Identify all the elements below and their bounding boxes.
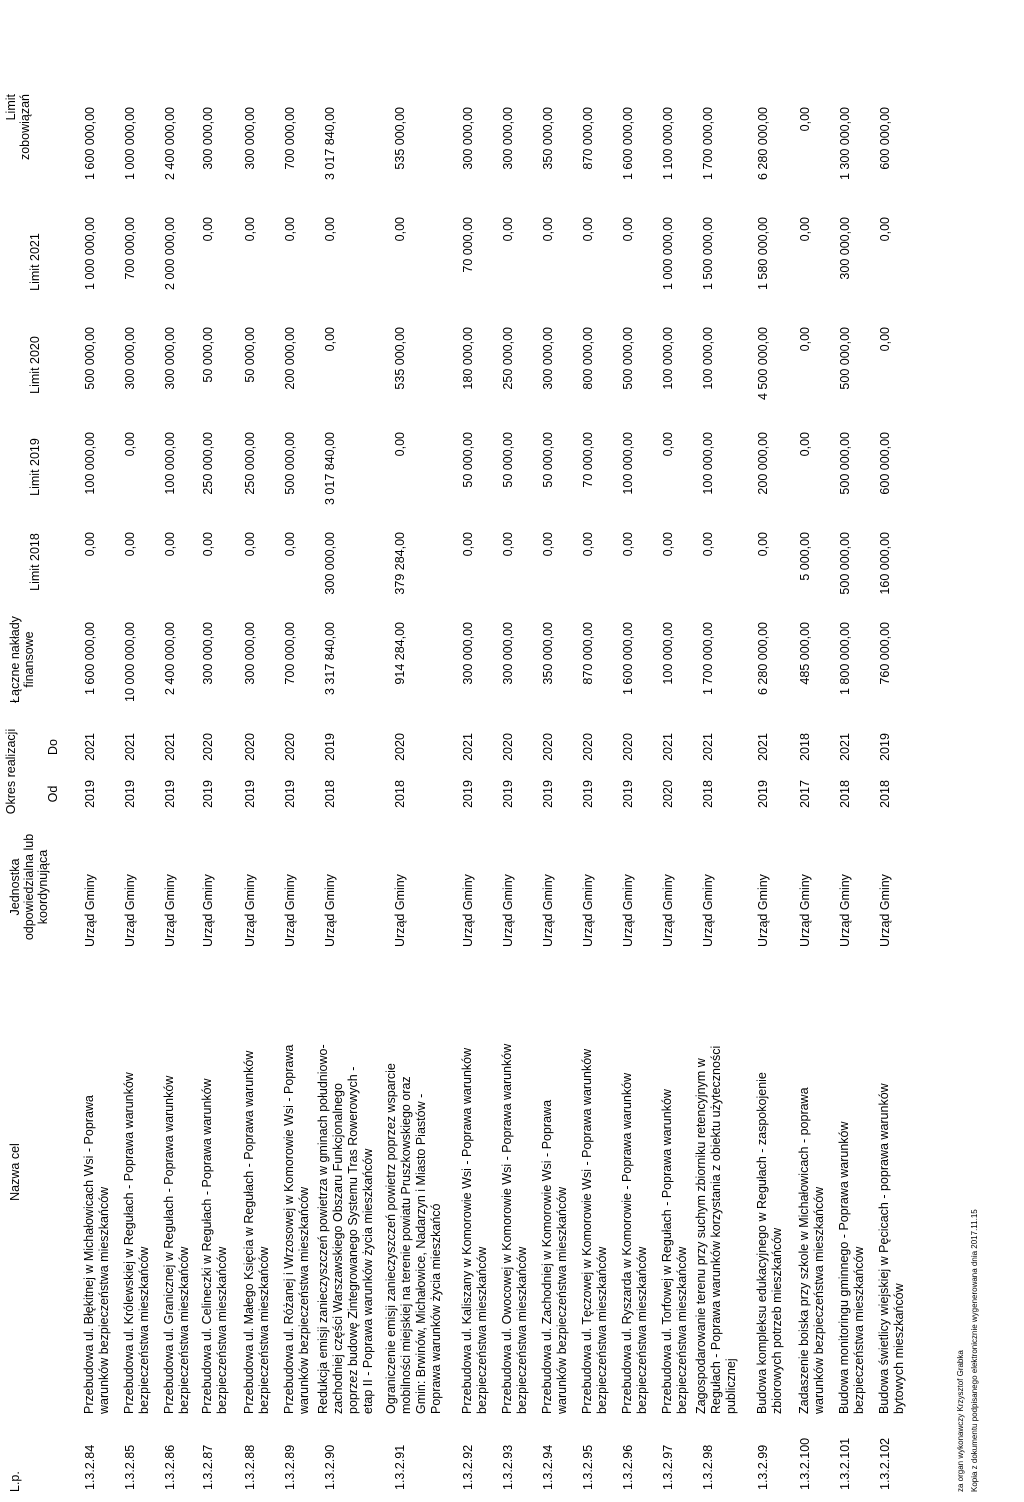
limit-2018: 0,00: [163, 532, 177, 557]
period-from: 2019: [581, 780, 595, 808]
total-cost: 6 280 000,00: [756, 622, 770, 695]
row-number: 1.3.2.86: [163, 1444, 177, 1490]
header-limit-2020: Limit 2020: [28, 336, 42, 394]
limit-commitments: 1 100 000,00: [661, 107, 675, 180]
period-to: 2020: [581, 733, 595, 761]
responsible-unit: Urząd Gminy: [878, 874, 892, 947]
limit-2020: 200 000,00: [283, 327, 297, 390]
limit-2021: 1 500 000,00: [701, 217, 715, 290]
limit-2018: 160 000,00: [878, 532, 892, 595]
limit-2020: 500 000,00: [83, 327, 97, 390]
responsible-unit: Urząd Gminy: [123, 874, 137, 947]
limit-commitments: 870 000,00: [581, 107, 595, 170]
total-cost: 870 000,00: [581, 622, 595, 685]
header-from: Od: [46, 785, 60, 803]
limit-commitments: 2 400 000,00: [163, 107, 177, 180]
period-from: 2019: [621, 780, 635, 808]
total-cost: 1 700 000,00: [701, 622, 715, 695]
total-cost: 300 000,00: [201, 622, 215, 685]
limit-2020: 300 000,00: [123, 327, 137, 390]
total-cost: 100 000,00: [661, 622, 675, 685]
limit-2019: 0,00: [661, 432, 675, 457]
period-from: 2019: [461, 780, 475, 808]
limit-2018: 0,00: [123, 532, 137, 557]
limit-2021: 0,00: [201, 217, 215, 242]
row-number: 1.3.2.90: [323, 1444, 337, 1490]
period-from: 2019: [756, 780, 770, 808]
limit-2018: 0,00: [541, 532, 555, 557]
task-name: Przebudowa ul. Małego Księcia w Regułach - Poprawa warunków bezpieczeństwa mieszkańców: [242, 1050, 271, 1414]
row-number: 1.3.2.100: [798, 1437, 812, 1490]
footer-copy-note: Kopia z dokumentu podpisanego elektronicznie wygenerowana dnia 2017.11.15: [970, 1209, 979, 1492]
row-number: 1.3.2.92: [461, 1444, 475, 1490]
responsible-unit: Urząd Gminy: [838, 874, 852, 947]
row-number: 1.3.2.102: [878, 1437, 892, 1490]
period-from: 2019: [123, 780, 137, 808]
total-cost: 485 000,00: [798, 622, 812, 685]
period-to: 2021: [461, 733, 475, 761]
header-limit-2021: Limit 2021: [28, 233, 42, 291]
period-from: 2020: [661, 780, 675, 808]
limit-2018: 300 000,00: [323, 532, 337, 595]
limit-2019: 600 000,00: [878, 432, 892, 495]
period-from: 2019: [83, 780, 97, 808]
responsible-unit: Urząd Gminy: [461, 874, 475, 947]
limit-2021: 0,00: [878, 217, 892, 242]
period-to: 2021: [701, 733, 715, 761]
limit-2020: 50 000,00: [243, 327, 257, 383]
period-from: 2018: [878, 780, 892, 808]
row-number: 1.3.2.97: [661, 1444, 675, 1490]
limit-2018: 0,00: [581, 532, 595, 557]
task-name: Przebudowa ul. Różanej i Wrzosowej w Komorowie Wsi - Poprawa warunków bezpieczeństwa mieszkańców: [282, 1044, 311, 1414]
limit-2019: 250 000,00: [243, 432, 257, 495]
responsible-unit: Urząd Gminy: [501, 874, 515, 947]
limit-2019: 0,00: [798, 432, 812, 457]
row-number: 1.3.2.94: [541, 1444, 555, 1490]
limit-2019: 50 000,00: [541, 432, 555, 488]
task-name: Przebudowa ul. Torfowej w Regułach - Poprawa warunków bezpieczeństwa mieszkańców: [660, 1089, 689, 1414]
total-cost: 10 000 000,00: [123, 622, 137, 702]
period-from: 2019: [541, 780, 555, 808]
task-name: Przebudowa ul. Błękitnej w Michałowicach Wsi - Poprawa warunków bezpieczeństwa mieszkańców: [82, 1095, 111, 1414]
total-cost: 1 600 000,00: [621, 622, 635, 695]
task-name: Przebudowa ul. Ryszarda w Komorowie - Poprawa warunków bezpieczeństwa mieszkańców: [620, 1072, 649, 1414]
footer-signatory: za organ wykonawczy Krzysztof Grabka: [956, 1350, 965, 1492]
row-number: 1.3.2.93: [501, 1444, 515, 1490]
limit-2020: 100 000,00: [701, 327, 715, 390]
total-cost: 1 800 000,00: [838, 622, 852, 695]
row-number: 1.3.2.87: [201, 1444, 215, 1490]
row-number: 1.3.2.85: [123, 1444, 137, 1490]
period-from: 2019: [201, 780, 215, 808]
limit-2021: 300 000,00: [838, 217, 852, 280]
task-name: Zadaszenie boiska przy szkole w Michałowicach - poprawa warunków bezpieczeństwa mieszkańców: [797, 1087, 826, 1414]
limit-2020: 0,00: [323, 327, 337, 352]
task-name: Przebudowa ul. Owocowej w Komorowie Wsi - Poprawa warunków bezpieczeństwa mieszkańców: [500, 1043, 529, 1414]
period-to: 2020: [501, 733, 515, 761]
total-cost: 300 000,00: [243, 622, 257, 685]
header-limit-commitments: Limit zobowiązań: [4, 94, 32, 161]
limit-2021: 700 000,00: [123, 217, 137, 280]
task-name: Budowa monitoringu gminnego - Poprawa warunków bezpieczeństwa mieszkańców: [837, 1121, 866, 1414]
limit-2019: 500 000,00: [283, 432, 297, 495]
limit-commitments: 600 000,00: [878, 107, 892, 170]
header-limit-2019: Limit 2019: [28, 438, 42, 496]
row-number: 1.3.2.98: [701, 1444, 715, 1490]
limit-2019: 50 000,00: [501, 432, 515, 488]
limit-2021: 0,00: [541, 217, 555, 242]
period-to: 2020: [283, 733, 297, 761]
total-cost: 300 000,00: [461, 622, 475, 685]
limit-commitments: 300 000,00: [201, 107, 215, 170]
row-number: 1.3.2.101: [838, 1437, 852, 1490]
period-from: 2019: [163, 780, 177, 808]
limit-2018: 0,00: [283, 532, 297, 557]
limit-2018: 0,00: [701, 532, 715, 557]
limit-commitments: 3 017 840,00: [323, 107, 337, 180]
period-from: 2019: [283, 780, 297, 808]
row-number: 1.3.2.96: [621, 1444, 635, 1490]
limit-2021: 0,00: [243, 217, 257, 242]
limit-2019: 50 000,00: [461, 432, 475, 488]
task-name: Ograniczenie emisji zanieczyszczeń powietrz poprzez wsparcie mobilności miejskiej na terenie powiatu Pruszkowskiego oraz Gmin: Brwinów, Michałowice, Nadarzyn i Miasto Piastów - Poprawa warunków życia mieszkańcó: [384, 1063, 443, 1414]
task-name: Budowa świetlicy wiejskiej w Pęcicach - poprawa warunków bytowych mieszkańców: [877, 1083, 906, 1414]
responsible-unit: Urząd Gminy: [661, 874, 675, 947]
period-to: 2021: [838, 733, 852, 761]
period-from: 2018: [838, 780, 852, 808]
row-number: 1.3.2.99: [756, 1444, 770, 1490]
limit-2018: 0,00: [501, 532, 515, 557]
limit-2019: 0,00: [123, 432, 137, 457]
period-to: 2021: [163, 733, 177, 761]
limit-2020: 500 000,00: [621, 327, 635, 390]
limit-2021: 1 000 000,00: [83, 217, 97, 290]
limit-2021: 0,00: [581, 217, 595, 242]
responsible-unit: Urząd Gminy: [323, 874, 337, 947]
limit-2018: 0,00: [83, 532, 97, 557]
period-from: 2018: [323, 780, 337, 808]
limit-2020: 0,00: [798, 327, 812, 352]
period-from: 2017: [798, 780, 812, 808]
limit-commitments: 0,00: [798, 107, 812, 132]
limit-commitments: 350 000,00: [541, 107, 555, 170]
limit-2020: 0,00: [878, 327, 892, 352]
period-to: 2019: [878, 733, 892, 761]
total-cost: 914 284,00: [393, 622, 407, 685]
period-to: 2021: [123, 733, 137, 761]
limit-2018: 0,00: [243, 532, 257, 557]
limit-2019: 0,00: [393, 432, 407, 457]
limit-2019: 3 017 840,00: [323, 432, 337, 505]
responsible-unit: Urząd Gminy: [83, 874, 97, 947]
limit-2018: 500 000,00: [838, 532, 852, 595]
total-cost: 350 000,00: [541, 622, 555, 685]
period-to: 2020: [243, 733, 257, 761]
period-from: 2018: [701, 780, 715, 808]
row-number: 1.3.2.91: [393, 1444, 407, 1490]
limit-2018: 0,00: [661, 532, 675, 557]
responsible-unit: Urząd Gminy: [283, 874, 297, 947]
limit-2020: 100 000,00: [661, 327, 675, 390]
limit-2021: 0,00: [501, 217, 515, 242]
limit-2021: 1 000 000,00: [661, 217, 675, 290]
limit-commitments: 1 300 000,00: [838, 107, 852, 180]
period-from: 2018: [393, 780, 407, 808]
row-number: 1.3.2.88: [243, 1444, 257, 1490]
limit-2020: 300 000,00: [541, 327, 555, 390]
limit-2020: 250 000,00: [501, 327, 515, 390]
period-to: 2020: [393, 733, 407, 761]
limit-2019: 100 000,00: [621, 432, 635, 495]
task-name: Przebudowa ul. Granicznej w Regułach - Poprawa warunków bezpieczeństwa mieszkańców: [162, 1075, 191, 1414]
limit-2021: 0,00: [283, 217, 297, 242]
responsible-unit: Urząd Gminy: [701, 874, 715, 947]
limit-commitments: 700 000,00: [283, 107, 297, 170]
period-to: 2021: [83, 733, 97, 761]
responsible-unit: Urząd Gminy: [798, 874, 812, 947]
header-name: Nazwa cel: [8, 1143, 22, 1201]
period-from: 2019: [243, 780, 257, 808]
task-name: Przebudowa ul. Celineczki w Regułach - Poprawa warunków bezpieczeństwa mieszkańców: [200, 1078, 229, 1414]
limit-2020: 180 000,00: [461, 327, 475, 390]
row-number: 1.3.2.84: [83, 1444, 97, 1490]
task-name: Redukcja emisji zanieczyszczeń powietrza w gminach południowo-zachodniej części Warszawskiego Obszaru Funkcjonalnego poprzez budowę Zintegrowanego Systemu Tras Rowerowych - etap II - Poprawa warunków życia mieszkańców: [316, 1044, 375, 1414]
limit-2020: 50 000,00: [201, 327, 215, 383]
limit-2019: 100 000,00: [83, 432, 97, 495]
limit-commitments: 6 280 000,00: [756, 107, 770, 180]
limit-2021: 2 000 000,00: [163, 217, 177, 290]
limit-2019: 100 000,00: [701, 432, 715, 495]
responsible-unit: Urząd Gminy: [393, 874, 407, 947]
limit-2018: 0,00: [461, 532, 475, 557]
limit-2020: 535 000,00: [393, 327, 407, 390]
total-cost: 1 600 000,00: [83, 622, 97, 695]
limit-commitments: 535 000,00: [393, 107, 407, 170]
limit-2021: 0,00: [323, 217, 337, 242]
header-unit: Jednostka odpowiedzialna lub koordynująca: [8, 833, 50, 941]
responsible-unit: Urząd Gminy: [201, 874, 215, 947]
row-number: 1.3.2.89: [283, 1444, 297, 1490]
task-name: Przebudowa ul. Królewskiej w Regułach - Poprawa warunków bezpieczeństwa mieszkańców: [122, 1072, 151, 1414]
period-to: 2021: [756, 733, 770, 761]
total-cost: 3 317 840,00: [323, 622, 337, 695]
limit-2020: 800 000,00: [581, 327, 595, 390]
task-name: Budowa kompleksu edukacyjnego w Regułach - zaspokojenie zbiorowych potrzeb mieszkańców: [755, 1072, 784, 1414]
total-cost: 2 400 000,00: [163, 622, 177, 695]
period-to: 2021: [661, 733, 675, 761]
responsible-unit: Urząd Gminy: [581, 874, 595, 947]
limit-commitments: 1 600 000,00: [83, 107, 97, 180]
header-period: Okres realizacji: [4, 728, 18, 815]
limit-2019: 500 000,00: [838, 432, 852, 495]
period-to: 2018: [798, 733, 812, 761]
limit-2018: 0,00: [621, 532, 635, 557]
header-to: Do: [46, 739, 60, 755]
limit-2018: 379 284,00: [393, 532, 407, 595]
limit-2018: 0,00: [756, 532, 770, 557]
limit-2021: 0,00: [393, 217, 407, 242]
limit-2020: 4 500 000,00: [756, 327, 770, 400]
task-name: Zagospodarowanie terenu przy suchym zbiorniku retencyjnym w Regułach - Poprawa warunków korzystania z obiektu użyteczności publicznej: [694, 1045, 738, 1414]
responsible-unit: Urząd Gminy: [243, 874, 257, 947]
period-to: 2020: [621, 733, 635, 761]
limit-2021: 0,00: [621, 217, 635, 242]
limit-2020: 500 000,00: [838, 327, 852, 390]
period-to: 2020: [541, 733, 555, 761]
period-to: 2019: [323, 733, 337, 761]
limit-2021: 1 580 000,00: [756, 217, 770, 290]
task-name: Przebudowa ul. Kaliszany w Komorowie Wsi - Poprawa warunków bezpieczeństwa mieszkańców: [460, 1047, 489, 1414]
total-cost: 760 000,00: [878, 622, 892, 685]
responsible-unit: Urząd Gminy: [541, 874, 555, 947]
period-to: 2020: [201, 733, 215, 761]
limit-2019: 70 000,00: [581, 432, 595, 488]
limit-2019: 200 000,00: [756, 432, 770, 495]
total-cost: 300 000,00: [501, 622, 515, 685]
task-name: Przebudowa ul. Tęczowej w Komorowie Wsi - Poprawa warunków bezpieczeństwa mieszkańców: [580, 1048, 609, 1414]
responsible-unit: Urząd Gminy: [756, 874, 770, 947]
limit-2021: 0,00: [798, 217, 812, 242]
period-from: 2019: [501, 780, 515, 808]
limit-commitments: 300 000,00: [243, 107, 257, 170]
limit-commitments: 300 000,00: [501, 107, 515, 170]
limit-2021: 70 000,00: [461, 217, 475, 273]
header-lp: L.p.: [8, 1471, 22, 1492]
header-limit-2018: Limit 2018: [28, 533, 42, 591]
limit-2018: 0,00: [201, 532, 215, 557]
task-name: Przebudowa ul. Zachodniej w Komorowie Wsi - Poprawa warunków bezpieczeństwa mieszkańców: [540, 1099, 569, 1414]
limit-commitments: 300 000,00: [461, 107, 475, 170]
limit-commitments: 1 000 000,00: [123, 107, 137, 180]
limit-2019: 100 000,00: [163, 432, 177, 495]
total-cost: 700 000,00: [283, 622, 297, 685]
limit-2020: 300 000,00: [163, 327, 177, 390]
responsible-unit: Urząd Gminy: [163, 874, 177, 947]
header-total: Łączne nakłady finansowe: [8, 616, 36, 703]
limit-commitments: 1 700 000,00: [701, 107, 715, 180]
limit-2018: 5 000,00: [798, 532, 812, 581]
limit-commitments: 1 600 000,00: [621, 107, 635, 180]
row-number: 1.3.2.95: [581, 1444, 595, 1490]
responsible-unit: Urząd Gminy: [621, 874, 635, 947]
limit-2019: 250 000,00: [201, 432, 215, 495]
